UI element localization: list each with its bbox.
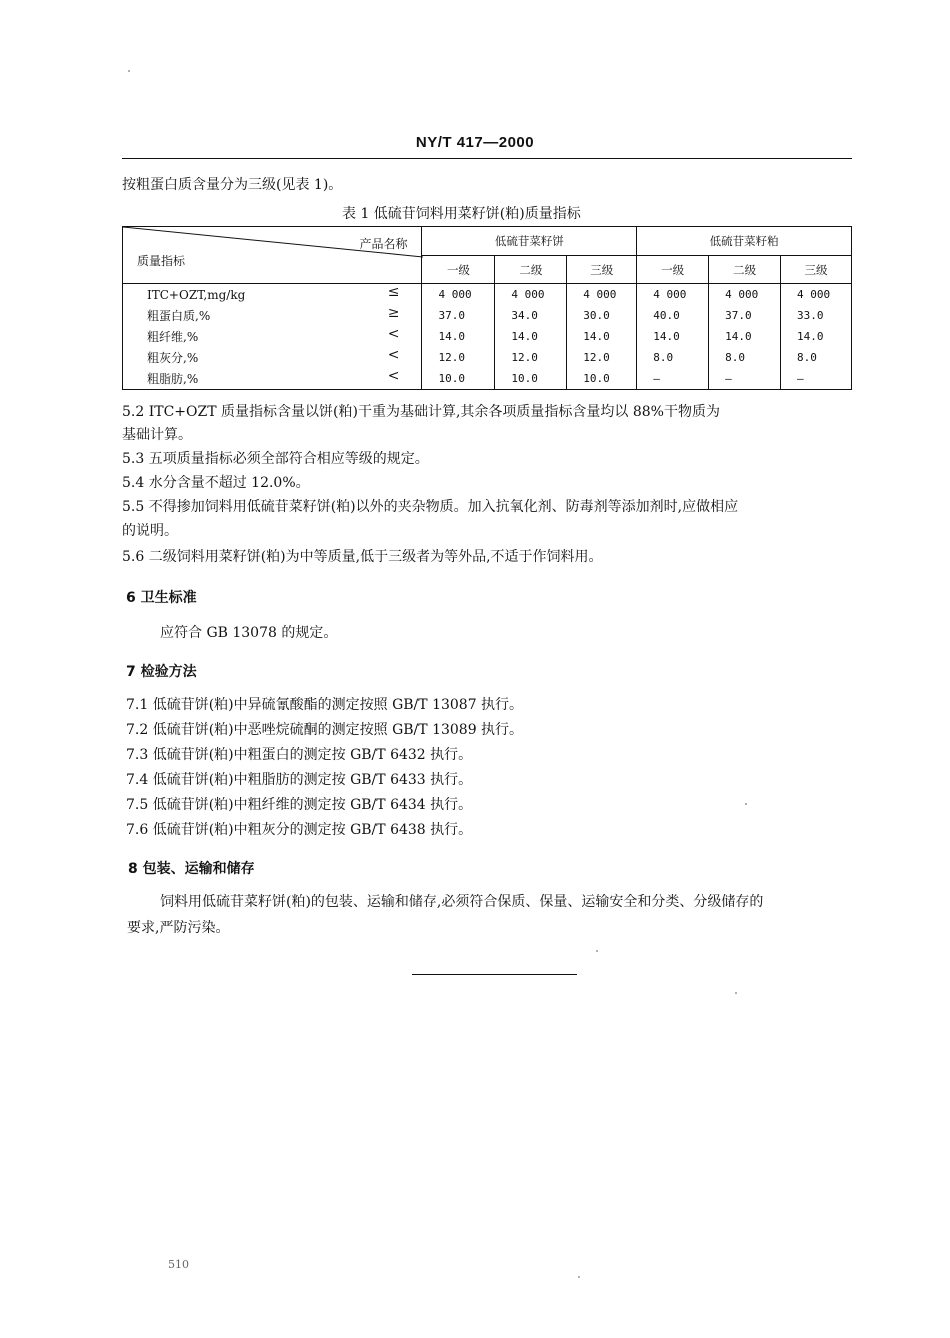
table-cell: 14.0 — [709, 326, 781, 347]
quality-table — [122, 226, 852, 390]
table-caption: 表 1 低硫苷饲料用菜籽饼(粕)质量指标 — [342, 206, 581, 222]
table-cell: 8.0 — [637, 347, 709, 368]
row-symbol: ≥ — [387, 305, 400, 321]
table-cell: 33.0 — [781, 305, 852, 326]
clause-5-3: 5.3 五项质量指标必须全部符合相应等级的规定。 — [122, 451, 429, 467]
table-cell: 4 000 — [422, 284, 495, 306]
clause-5-5-line2: 的说明。 — [122, 523, 178, 539]
table-cell: 8.0 — [709, 347, 781, 368]
table-cell: — — [709, 368, 781, 390]
row-symbol: < — [387, 326, 400, 342]
corner-product-label: 产品名称 — [359, 237, 408, 251]
table-row — [123, 347, 852, 368]
scan-speck — [745, 803, 747, 805]
table-cell: 4 000 — [495, 284, 567, 306]
list-item: 7.6 低硫苷饼(粕)中粗灰分的测定按 GB/T 6438 执行。 — [126, 822, 473, 838]
row-label-cell — [123, 347, 422, 368]
section-8-line2: 要求,严防污染。 — [127, 920, 230, 936]
corner-quality-label: 质量指标 — [137, 254, 186, 268]
table-cell: 4 000 — [781, 284, 852, 306]
intro-paragraph: 按粗蛋白质含量分为三级(见表 1)。 — [122, 177, 343, 193]
table-row — [123, 305, 852, 326]
section-6-title: 6 卫生标准 — [126, 590, 197, 606]
end-rule — [412, 974, 577, 975]
row-label: 粗脂肪,% — [147, 372, 199, 386]
table-cell: — — [781, 368, 852, 390]
table-corner-cell — [123, 227, 422, 284]
row-label-cell — [123, 368, 422, 390]
table-cell: 12.0 — [567, 347, 637, 368]
table-cell: 12.0 — [422, 347, 495, 368]
table-cell: 10.0 — [495, 368, 567, 390]
header-rule — [122, 158, 852, 159]
grade-header: 二级 — [709, 256, 781, 284]
grade-header: 三级 — [781, 256, 852, 284]
row-symbol: ≤ — [387, 284, 400, 300]
row-label: ITC+OZT,mg/kg — [147, 287, 246, 302]
grade-header: 一级 — [422, 256, 495, 284]
row-label: 粗灰分,% — [147, 351, 199, 365]
table-cell: 30.0 — [567, 305, 637, 326]
table-cell: 40.0 — [637, 305, 709, 326]
list-item: 7.5 低硫苷饼(粕)中粗纤维的测定按 GB/T 6434 执行。 — [126, 797, 473, 813]
table-cell: 34.0 — [495, 305, 567, 326]
document-code: NY/T 417—2000 — [415, 134, 535, 151]
table-cell: — — [637, 368, 709, 390]
row-label-cell — [123, 305, 422, 326]
table-cell: 12.0 — [495, 347, 567, 368]
table-cell: 37.0 — [422, 305, 495, 326]
scan-speck — [578, 1276, 580, 1278]
clause-5-2-line2: 基础计算。 — [122, 427, 192, 443]
clause-5-2-line1: 5.2 ITC+OZT 质量指标含量以饼(粕)干重为基础计算,其余各项质量指标含量均以 88%干物质为 — [122, 404, 720, 420]
group-header-meal: 低硫苷菜籽粕 — [637, 227, 852, 256]
table-cell: 14.0 — [567, 326, 637, 347]
table-cell: 14.0 — [781, 326, 852, 347]
scan-speck — [128, 70, 130, 72]
page-number: 510 — [168, 1258, 189, 1271]
list-item: 7.2 低硫苷饼(粕)中恶唑烷硫酮的测定按照 GB/T 13089 执行。 — [126, 722, 524, 738]
section-8-title: 8 包装、运输和储存 — [128, 861, 255, 877]
clause-5-4: 5.4 水分含量不超过 12.0%。 — [122, 475, 310, 491]
table-cell: 14.0 — [637, 326, 709, 347]
table-cell: 14.0 — [422, 326, 495, 347]
clause-5-6: 5.6 二级饲料用菜籽饼(粕)为中等质量,低于三级者为等外品,不适于作饲料用。 — [122, 549, 603, 565]
table-cell: 37.0 — [709, 305, 781, 326]
scan-speck — [735, 992, 737, 994]
table-cell: 10.0 — [567, 368, 637, 390]
group-header-cake: 低硫苷菜籽饼 — [422, 227, 637, 256]
section-6-text: 应符合 GB 13078 的规定。 — [160, 625, 338, 641]
row-label: 粗纤维,% — [147, 330, 199, 344]
list-item: 7.1 低硫苷饼(粕)中异硫氰酸酯的测定按照 GB/T 13087 执行。 — [126, 697, 524, 713]
table-cell: 4 000 — [637, 284, 709, 306]
table-row — [123, 326, 852, 347]
table-row — [123, 368, 852, 390]
grade-header: 一级 — [637, 256, 709, 284]
table-row — [123, 284, 852, 306]
row-label: 粗蛋白质,% — [147, 309, 211, 323]
section-8-line1: 饲料用低硫苷菜籽饼(粕)的包装、运输和储存,必须符合保质、保量、运输安全和分类、分级储存的 — [160, 894, 764, 910]
list-item: 7.4 低硫苷饼(粕)中粗脂肪的测定按 GB/T 6433 执行。 — [126, 772, 473, 788]
clause-5-5-line1: 5.5 不得掺加饲料用低硫苷菜籽饼(粕)以外的夹杂物质。加入抗氧化剂、防毒剂等添加剂时,应做相应 — [122, 499, 739, 515]
row-symbol: < — [387, 347, 400, 363]
table-cell: 4 000 — [709, 284, 781, 306]
scan-speck — [596, 950, 598, 952]
section-7-title: 7 检验方法 — [126, 664, 197, 680]
row-label-cell — [123, 284, 422, 306]
table-cell: 4 000 — [567, 284, 637, 306]
list-item: 7.3 低硫苷饼(粕)中粗蛋白的测定按 GB/T 6432 执行。 — [126, 747, 473, 763]
row-label-cell — [123, 326, 422, 347]
grade-header: 三级 — [567, 256, 637, 284]
grade-header: 二级 — [495, 256, 567, 284]
row-symbol: < — [387, 368, 400, 384]
table-cell: 14.0 — [495, 326, 567, 347]
table-cell: 8.0 — [781, 347, 852, 368]
table-cell: 10.0 — [422, 368, 495, 390]
